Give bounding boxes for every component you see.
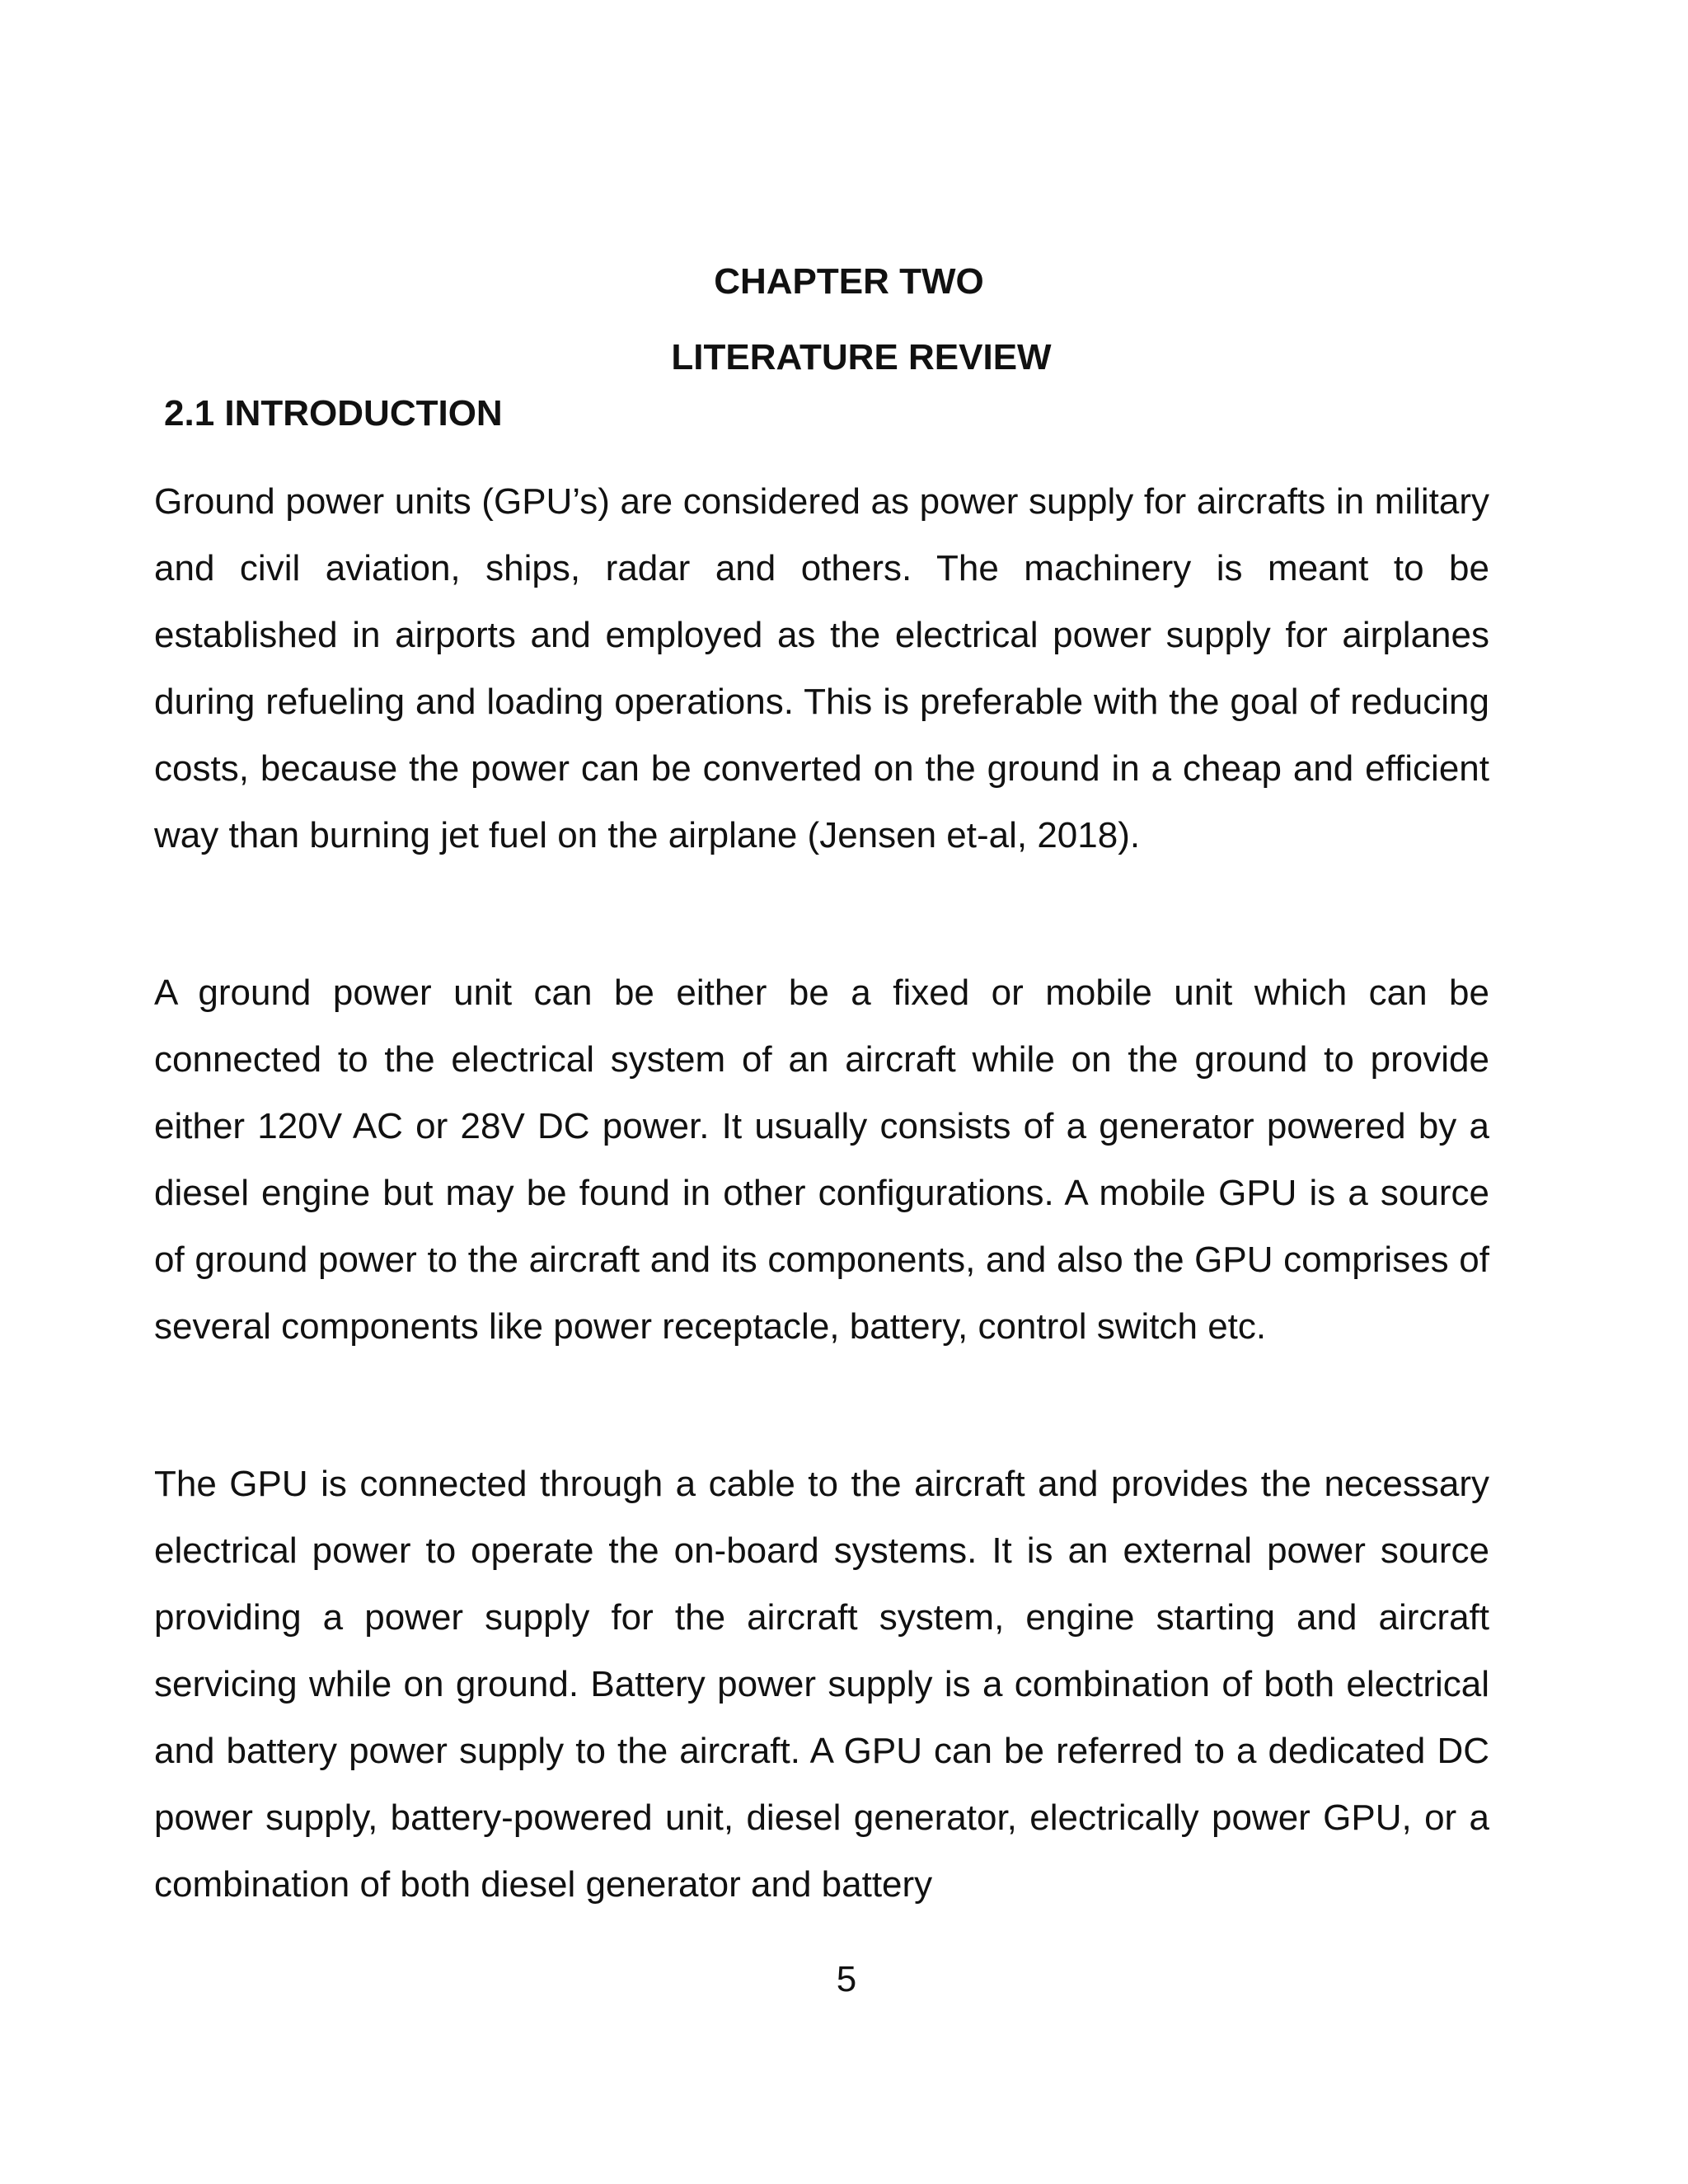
chapter-number: CHAPTER TWO (714, 261, 984, 302)
paragraph-1: Ground power units (GPU’s) are considered as power supply for aircrafts in military and civil aviation, ships, radar and others. The machinery is meant to be established in airports and employed as the electrical power supply for airplanes during refueling and loading operations. This is preferable with the goal of reducing costs, because the power can be converted on the ground in a cheap and efficient way than burning jet fuel on the airplane (Jensen et-al, 2018). (154, 481, 1489, 855)
section-heading: 2.1 INTRODUCTION (164, 393, 503, 434)
chapter-title: LITERATURE REVIEW (671, 337, 1052, 377)
paragraph-2: A ground power unit can be either be a fixed or mobile unit which can be connected to the electrical system of an aircraft while on the ground to provide either 120V AC or 28V DC power. It usually consists of a generator powered by a diesel engine but may be found in other configurations. A mobile GPU is a source of ground power to the aircraft and its components, and also the GPU comprises of several components like power receptacle, battery, control switch etc. (154, 972, 1489, 1347)
paragraph-3: The GPU is connected through a cable to the aircraft and provides the necessary electrical power to operate the on-board systems. It is an external power source providing a power supply for the aircraft system, engine starting and aircraft servicing while on ground. Battery power supply is a combination of both electrical and battery power supply to the aircraft. A GPU can be referred to a dedicated DC power supply, battery-powered unit, diesel generator, electrically power GPU, or a combination of both diesel generator and battery (154, 1464, 1489, 1905)
page-number: 5 (836, 1959, 857, 1999)
